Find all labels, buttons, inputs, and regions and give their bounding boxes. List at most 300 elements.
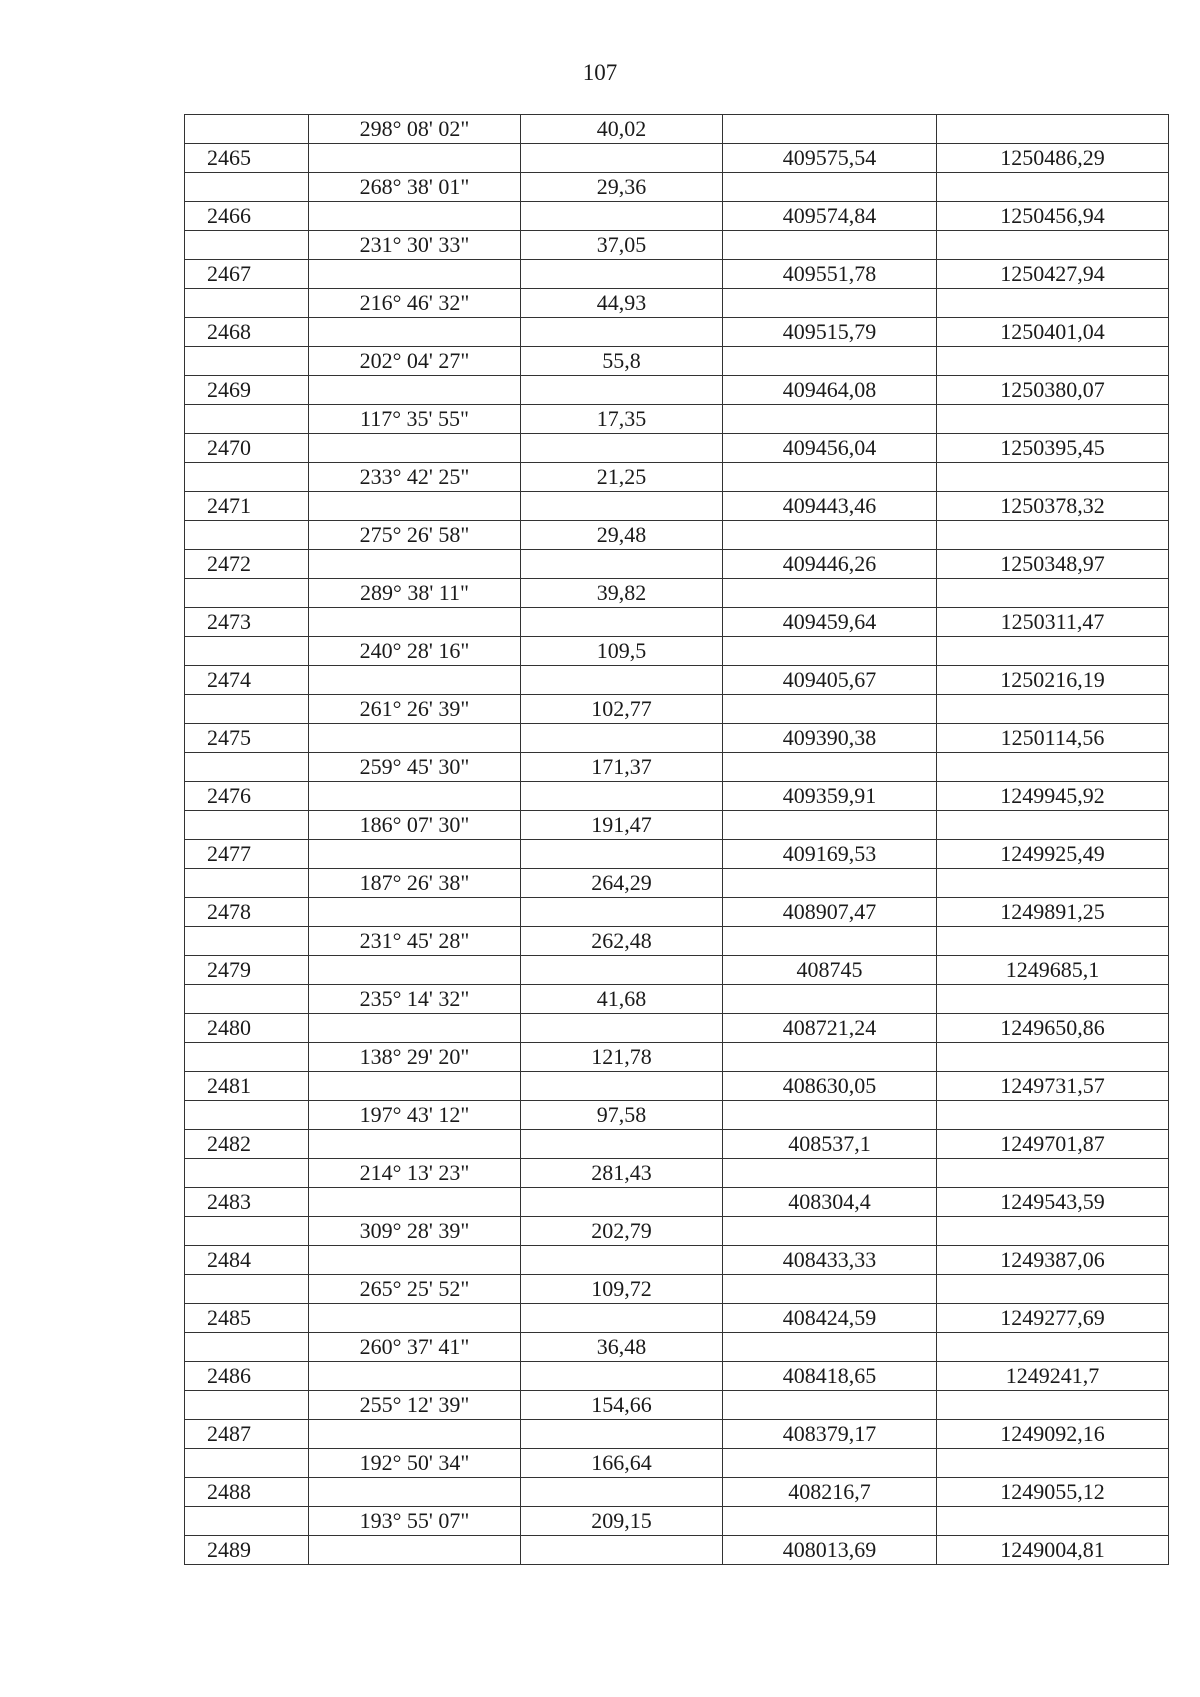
point-row bbox=[185, 492, 1169, 521]
point-row bbox=[185, 1478, 1169, 1507]
x-coordinate-cell: 409574,84 bbox=[723, 202, 937, 231]
point-id-cell: 2489 bbox=[185, 1536, 309, 1565]
distance-cell: 37,05 bbox=[521, 231, 723, 260]
angle-cell: 309° 28' 39" bbox=[309, 1217, 521, 1246]
angle-cell: 231° 45' 28" bbox=[309, 927, 521, 956]
angle-cell: 260° 37' 41" bbox=[309, 1333, 521, 1362]
y-coordinate-cell: 1249891,25 bbox=[937, 898, 1169, 927]
point-row bbox=[185, 260, 1169, 289]
y-coordinate-cell bbox=[937, 927, 1169, 956]
x-coordinate-cell: 409446,26 bbox=[723, 550, 937, 579]
y-coordinate-cell: 1250486,29 bbox=[937, 144, 1169, 173]
point-id-cell bbox=[185, 869, 309, 898]
distance-cell bbox=[521, 434, 723, 463]
y-coordinate-cell: 1250348,97 bbox=[937, 550, 1169, 579]
x-coordinate-cell: 409551,78 bbox=[723, 260, 937, 289]
point-id-cell bbox=[185, 1333, 309, 1362]
angle-cell bbox=[309, 608, 521, 637]
distance-cell bbox=[521, 1304, 723, 1333]
y-coordinate-cell: 1250456,94 bbox=[937, 202, 1169, 231]
point-row bbox=[185, 840, 1169, 869]
x-coordinate-cell bbox=[723, 1043, 937, 1072]
x-coordinate-cell bbox=[723, 1101, 937, 1130]
point-id-cell: 2467 bbox=[185, 260, 309, 289]
angle-cell: 138° 29' 20" bbox=[309, 1043, 521, 1072]
y-coordinate-cell bbox=[937, 811, 1169, 840]
distance-cell: 17,35 bbox=[521, 405, 723, 434]
angle-cell bbox=[309, 782, 521, 811]
point-row bbox=[185, 1536, 1169, 1565]
angle-cell: 265° 25' 52" bbox=[309, 1275, 521, 1304]
y-coordinate-cell bbox=[937, 173, 1169, 202]
x-coordinate-cell bbox=[723, 579, 937, 608]
point-id-cell: 2476 bbox=[185, 782, 309, 811]
y-coordinate-cell: 1249387,06 bbox=[937, 1246, 1169, 1275]
x-coordinate-cell bbox=[723, 927, 937, 956]
distance-cell: 191,47 bbox=[521, 811, 723, 840]
point-row bbox=[185, 956, 1169, 985]
distance-cell bbox=[521, 898, 723, 927]
angle-cell: 214° 13' 23" bbox=[309, 1159, 521, 1188]
point-id-cell bbox=[185, 1043, 309, 1072]
point-id-cell: 2488 bbox=[185, 1478, 309, 1507]
x-coordinate-cell bbox=[723, 811, 937, 840]
segment-row bbox=[185, 637, 1169, 666]
distance-cell: 264,29 bbox=[521, 869, 723, 898]
angle-cell: 240° 28' 16" bbox=[309, 637, 521, 666]
x-coordinate-cell: 408907,47 bbox=[723, 898, 937, 927]
x-coordinate-cell bbox=[723, 1333, 937, 1362]
segment-row bbox=[185, 1449, 1169, 1478]
angle-cell bbox=[309, 1072, 521, 1101]
point-id-cell bbox=[185, 521, 309, 550]
y-coordinate-cell bbox=[937, 115, 1169, 144]
point-id-cell: 2487 bbox=[185, 1420, 309, 1449]
angle-cell bbox=[309, 1130, 521, 1159]
angle-cell bbox=[309, 144, 521, 173]
point-id-cell: 2470 bbox=[185, 434, 309, 463]
y-coordinate-cell: 1249241,7 bbox=[937, 1362, 1169, 1391]
y-coordinate-cell: 1249650,86 bbox=[937, 1014, 1169, 1043]
y-coordinate-cell bbox=[937, 985, 1169, 1014]
distance-cell bbox=[521, 260, 723, 289]
point-id-cell bbox=[185, 1507, 309, 1536]
point-id-cell: 2484 bbox=[185, 1246, 309, 1275]
point-id-cell: 2473 bbox=[185, 608, 309, 637]
segment-row bbox=[185, 347, 1169, 376]
angle-cell: 197° 43' 12" bbox=[309, 1101, 521, 1130]
angle-cell bbox=[309, 550, 521, 579]
angle-cell: 231° 30' 33" bbox=[309, 231, 521, 260]
segment-row bbox=[185, 927, 1169, 956]
angle-cell bbox=[309, 724, 521, 753]
x-coordinate-cell bbox=[723, 869, 937, 898]
y-coordinate-cell bbox=[937, 695, 1169, 724]
segment-row bbox=[185, 985, 1169, 1014]
point-id-cell bbox=[185, 1217, 309, 1246]
segment-row bbox=[185, 1391, 1169, 1420]
angle-cell: 202° 04' 27" bbox=[309, 347, 521, 376]
x-coordinate-cell bbox=[723, 115, 937, 144]
distance-cell: 29,36 bbox=[521, 173, 723, 202]
y-coordinate-cell bbox=[937, 521, 1169, 550]
y-coordinate-cell: 1250401,04 bbox=[937, 318, 1169, 347]
page-number: 107 bbox=[582, 60, 618, 85]
x-coordinate-cell: 409459,64 bbox=[723, 608, 937, 637]
segment-row bbox=[185, 869, 1169, 898]
angle-cell: 259° 45' 30" bbox=[309, 753, 521, 782]
point-row bbox=[185, 724, 1169, 753]
x-coordinate-cell: 408630,05 bbox=[723, 1072, 937, 1101]
point-row bbox=[185, 1304, 1169, 1333]
point-id-cell: 2486 bbox=[185, 1362, 309, 1391]
point-id-cell: 2479 bbox=[185, 956, 309, 985]
segment-row bbox=[185, 1333, 1169, 1362]
segment-row bbox=[185, 463, 1169, 492]
segment-row bbox=[185, 1275, 1169, 1304]
point-id-cell bbox=[185, 579, 309, 608]
point-id-cell bbox=[185, 811, 309, 840]
distance-cell: 166,64 bbox=[521, 1449, 723, 1478]
y-coordinate-cell bbox=[937, 1391, 1169, 1420]
x-coordinate-cell: 409169,53 bbox=[723, 840, 937, 869]
x-coordinate-cell bbox=[723, 985, 937, 1014]
y-coordinate-cell: 1249092,16 bbox=[937, 1420, 1169, 1449]
y-coordinate-cell: 1249945,92 bbox=[937, 782, 1169, 811]
distance-cell bbox=[521, 144, 723, 173]
distance-cell: 121,78 bbox=[521, 1043, 723, 1072]
point-row bbox=[185, 144, 1169, 173]
distance-cell bbox=[521, 782, 723, 811]
x-coordinate-cell bbox=[723, 463, 937, 492]
point-id-cell bbox=[185, 927, 309, 956]
distance-cell: 171,37 bbox=[521, 753, 723, 782]
point-row bbox=[185, 1420, 1169, 1449]
angle-cell: 289° 38' 11" bbox=[309, 579, 521, 608]
segment-row bbox=[185, 405, 1169, 434]
angle-cell bbox=[309, 1478, 521, 1507]
angle-cell: 216° 46' 32" bbox=[309, 289, 521, 318]
angle-cell bbox=[309, 1246, 521, 1275]
angle-cell bbox=[309, 666, 521, 695]
angle-cell: 186° 07' 30" bbox=[309, 811, 521, 840]
x-coordinate-cell bbox=[723, 521, 937, 550]
segment-row bbox=[185, 695, 1169, 724]
x-coordinate-cell: 409515,79 bbox=[723, 318, 937, 347]
angle-cell: 117° 35' 55" bbox=[309, 405, 521, 434]
y-coordinate-cell bbox=[937, 289, 1169, 318]
distance-cell bbox=[521, 202, 723, 231]
point-row bbox=[185, 1072, 1169, 1101]
angle-cell: 187° 26' 38" bbox=[309, 869, 521, 898]
distance-cell: 281,43 bbox=[521, 1159, 723, 1188]
point-id-cell bbox=[185, 1449, 309, 1478]
point-id-cell: 2465 bbox=[185, 144, 309, 173]
distance-cell bbox=[521, 608, 723, 637]
angle-cell: 192° 50' 34" bbox=[309, 1449, 521, 1478]
distance-cell bbox=[521, 1478, 723, 1507]
distance-cell: 36,48 bbox=[521, 1333, 723, 1362]
y-coordinate-cell: 1249685,1 bbox=[937, 956, 1169, 985]
point-id-cell: 2481 bbox=[185, 1072, 309, 1101]
x-coordinate-cell bbox=[723, 1159, 937, 1188]
distance-cell: 44,93 bbox=[521, 289, 723, 318]
y-coordinate-cell bbox=[937, 1101, 1169, 1130]
point-row bbox=[185, 1130, 1169, 1159]
point-row bbox=[185, 376, 1169, 405]
segment-row bbox=[185, 753, 1169, 782]
distance-cell: 102,77 bbox=[521, 695, 723, 724]
x-coordinate-cell bbox=[723, 231, 937, 260]
x-coordinate-cell bbox=[723, 1449, 937, 1478]
angle-cell bbox=[309, 492, 521, 521]
distance-cell bbox=[521, 1536, 723, 1565]
point-id-cell bbox=[185, 405, 309, 434]
angle-cell: 255° 12' 39" bbox=[309, 1391, 521, 1420]
x-coordinate-cell: 409575,54 bbox=[723, 144, 937, 173]
point-id-cell: 2472 bbox=[185, 550, 309, 579]
x-coordinate-cell bbox=[723, 289, 937, 318]
point-row bbox=[185, 1246, 1169, 1275]
point-id-cell: 2477 bbox=[185, 840, 309, 869]
point-id-cell bbox=[185, 173, 309, 202]
distance-cell: 21,25 bbox=[521, 463, 723, 492]
x-coordinate-cell: 408013,69 bbox=[723, 1536, 937, 1565]
x-coordinate-cell bbox=[723, 1507, 937, 1536]
y-coordinate-cell bbox=[937, 231, 1169, 260]
point-row bbox=[185, 1014, 1169, 1043]
x-coordinate-cell bbox=[723, 1217, 937, 1246]
segment-row bbox=[185, 289, 1169, 318]
angle-cell bbox=[309, 434, 521, 463]
angle-cell bbox=[309, 260, 521, 289]
distance-cell bbox=[521, 724, 723, 753]
segment-row bbox=[185, 1217, 1169, 1246]
angle-cell bbox=[309, 376, 521, 405]
angle-cell bbox=[309, 1304, 521, 1333]
y-coordinate-cell bbox=[937, 579, 1169, 608]
x-coordinate-cell: 409464,08 bbox=[723, 376, 937, 405]
distance-cell: 209,15 bbox=[521, 1507, 723, 1536]
distance-cell bbox=[521, 956, 723, 985]
point-id-cell bbox=[185, 231, 309, 260]
x-coordinate-cell: 408424,59 bbox=[723, 1304, 937, 1333]
distance-cell bbox=[521, 1362, 723, 1391]
y-coordinate-cell: 1250216,19 bbox=[937, 666, 1169, 695]
point-row bbox=[185, 318, 1169, 347]
coordinates-table bbox=[184, 114, 1169, 1565]
x-coordinate-cell bbox=[723, 637, 937, 666]
distance-cell bbox=[521, 550, 723, 579]
distance-cell: 202,79 bbox=[521, 1217, 723, 1246]
x-coordinate-cell: 408745 bbox=[723, 956, 937, 985]
point-id-cell: 2474 bbox=[185, 666, 309, 695]
distance-cell: 55,8 bbox=[521, 347, 723, 376]
angle-cell: 298° 08' 02" bbox=[309, 115, 521, 144]
point-row bbox=[185, 782, 1169, 811]
point-id-cell bbox=[185, 637, 309, 666]
x-coordinate-cell: 409456,04 bbox=[723, 434, 937, 463]
y-coordinate-cell bbox=[937, 463, 1169, 492]
y-coordinate-cell bbox=[937, 637, 1169, 666]
angle-cell bbox=[309, 840, 521, 869]
segment-row bbox=[185, 173, 1169, 202]
y-coordinate-cell bbox=[937, 1507, 1169, 1536]
y-coordinate-cell: 1250311,47 bbox=[937, 608, 1169, 637]
segment-row bbox=[185, 231, 1169, 260]
angle-cell: 233° 42' 25" bbox=[309, 463, 521, 492]
angle-cell: 235° 14' 32" bbox=[309, 985, 521, 1014]
x-coordinate-cell: 408304,4 bbox=[723, 1188, 937, 1217]
distance-cell bbox=[521, 376, 723, 405]
y-coordinate-cell: 1250378,32 bbox=[937, 492, 1169, 521]
segment-row bbox=[185, 1159, 1169, 1188]
distance-cell bbox=[521, 1072, 723, 1101]
y-coordinate-cell bbox=[937, 1333, 1169, 1362]
angle-cell bbox=[309, 318, 521, 347]
point-row bbox=[185, 608, 1169, 637]
distance-cell bbox=[521, 1188, 723, 1217]
y-coordinate-cell bbox=[937, 1275, 1169, 1304]
point-id-cell bbox=[185, 695, 309, 724]
x-coordinate-cell: 409390,38 bbox=[723, 724, 937, 753]
x-coordinate-cell bbox=[723, 753, 937, 782]
point-id-cell bbox=[185, 289, 309, 318]
point-id-cell bbox=[185, 1275, 309, 1304]
segment-row bbox=[185, 1043, 1169, 1072]
y-coordinate-cell: 1250395,45 bbox=[937, 434, 1169, 463]
y-coordinate-cell bbox=[937, 1217, 1169, 1246]
point-id-cell bbox=[185, 1101, 309, 1130]
y-coordinate-cell: 1250380,07 bbox=[937, 376, 1169, 405]
y-coordinate-cell: 1249701,87 bbox=[937, 1130, 1169, 1159]
distance-cell bbox=[521, 1420, 723, 1449]
point-row bbox=[185, 550, 1169, 579]
distance-cell: 109,5 bbox=[521, 637, 723, 666]
angle-cell bbox=[309, 1420, 521, 1449]
segment-row bbox=[185, 521, 1169, 550]
segment-row bbox=[185, 811, 1169, 840]
x-coordinate-cell bbox=[723, 405, 937, 434]
point-id-cell: 2475 bbox=[185, 724, 309, 753]
distance-cell bbox=[521, 666, 723, 695]
point-id-cell: 2466 bbox=[185, 202, 309, 231]
point-id-cell: 2468 bbox=[185, 318, 309, 347]
x-coordinate-cell bbox=[723, 1275, 937, 1304]
point-id-cell: 2483 bbox=[185, 1188, 309, 1217]
segment-row bbox=[185, 115, 1169, 144]
angle-cell bbox=[309, 1536, 521, 1565]
y-coordinate-cell bbox=[937, 869, 1169, 898]
distance-cell: 41,68 bbox=[521, 985, 723, 1014]
angle-cell bbox=[309, 202, 521, 231]
x-coordinate-cell: 408379,17 bbox=[723, 1420, 937, 1449]
y-coordinate-cell bbox=[937, 753, 1169, 782]
distance-cell bbox=[521, 318, 723, 347]
distance-cell: 97,58 bbox=[521, 1101, 723, 1130]
angle-cell bbox=[309, 1014, 521, 1043]
x-coordinate-cell bbox=[723, 695, 937, 724]
distance-cell bbox=[521, 840, 723, 869]
x-coordinate-cell bbox=[723, 1391, 937, 1420]
x-coordinate-cell bbox=[723, 347, 937, 376]
x-coordinate-cell: 408433,33 bbox=[723, 1246, 937, 1275]
distance-cell: 109,72 bbox=[521, 1275, 723, 1304]
y-coordinate-cell: 1249925,49 bbox=[937, 840, 1169, 869]
point-id-cell bbox=[185, 1391, 309, 1420]
point-row bbox=[185, 666, 1169, 695]
angle-cell bbox=[309, 1362, 521, 1391]
angle-cell: 261° 26' 39" bbox=[309, 695, 521, 724]
point-id-cell bbox=[185, 985, 309, 1014]
point-row bbox=[185, 202, 1169, 231]
point-id-cell: 2478 bbox=[185, 898, 309, 927]
x-coordinate-cell: 408721,24 bbox=[723, 1014, 937, 1043]
point-id-cell bbox=[185, 347, 309, 376]
distance-cell bbox=[521, 1246, 723, 1275]
point-id-cell: 2485 bbox=[185, 1304, 309, 1333]
y-coordinate-cell bbox=[937, 347, 1169, 376]
x-coordinate-cell: 408418,65 bbox=[723, 1362, 937, 1391]
y-coordinate-cell bbox=[937, 1043, 1169, 1072]
angle-cell: 268° 38' 01" bbox=[309, 173, 521, 202]
angle-cell: 275° 26' 58" bbox=[309, 521, 521, 550]
angle-cell bbox=[309, 956, 521, 985]
angle-cell: 193° 55' 07" bbox=[309, 1507, 521, 1536]
point-row bbox=[185, 1362, 1169, 1391]
point-id-cell: 2469 bbox=[185, 376, 309, 405]
point-id-cell bbox=[185, 1159, 309, 1188]
segment-row bbox=[185, 1507, 1169, 1536]
point-row bbox=[185, 898, 1169, 927]
distance-cell: 262,48 bbox=[521, 927, 723, 956]
x-coordinate-cell bbox=[723, 173, 937, 202]
point-row bbox=[185, 434, 1169, 463]
point-id-cell: 2471 bbox=[185, 492, 309, 521]
point-id-cell bbox=[185, 753, 309, 782]
y-coordinate-cell bbox=[937, 1159, 1169, 1188]
x-coordinate-cell: 409359,91 bbox=[723, 782, 937, 811]
y-coordinate-cell: 1249004,81 bbox=[937, 1536, 1169, 1565]
distance-cell bbox=[521, 1014, 723, 1043]
point-id-cell: 2480 bbox=[185, 1014, 309, 1043]
point-id-cell bbox=[185, 463, 309, 492]
x-coordinate-cell: 409443,46 bbox=[723, 492, 937, 521]
distance-cell bbox=[521, 492, 723, 521]
y-coordinate-cell bbox=[937, 1449, 1169, 1478]
segment-row bbox=[185, 1101, 1169, 1130]
y-coordinate-cell: 1249731,57 bbox=[937, 1072, 1169, 1101]
y-coordinate-cell: 1250427,94 bbox=[937, 260, 1169, 289]
coordinates-table-body bbox=[185, 115, 1169, 1565]
x-coordinate-cell: 408216,7 bbox=[723, 1478, 937, 1507]
y-coordinate-cell: 1249055,12 bbox=[937, 1478, 1169, 1507]
distance-cell bbox=[521, 1130, 723, 1159]
y-coordinate-cell bbox=[937, 405, 1169, 434]
point-id-cell: 2482 bbox=[185, 1130, 309, 1159]
point-id-cell bbox=[185, 115, 309, 144]
angle-cell bbox=[309, 898, 521, 927]
y-coordinate-cell: 1249543,59 bbox=[937, 1188, 1169, 1217]
segment-row bbox=[185, 579, 1169, 608]
y-coordinate-cell: 1250114,56 bbox=[937, 724, 1169, 753]
x-coordinate-cell: 409405,67 bbox=[723, 666, 937, 695]
distance-cell: 154,66 bbox=[521, 1391, 723, 1420]
distance-cell: 40,02 bbox=[521, 115, 723, 144]
angle-cell bbox=[309, 1188, 521, 1217]
point-row bbox=[185, 1188, 1169, 1217]
distance-cell: 29,48 bbox=[521, 521, 723, 550]
